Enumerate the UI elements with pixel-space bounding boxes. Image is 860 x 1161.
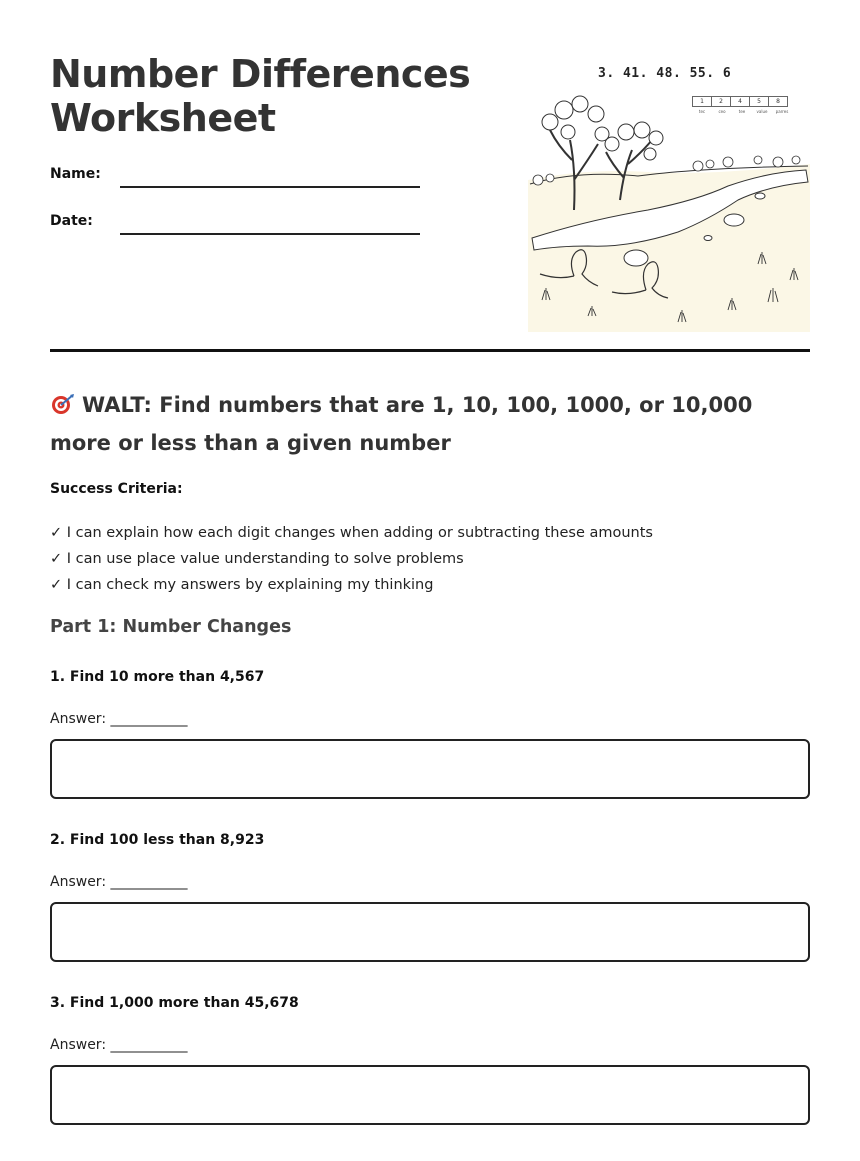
section-divider — [50, 349, 810, 352]
pv-label: ceo — [718, 109, 726, 114]
walt-text: WALT: Find numbers that are 1, 10, 100, 1000, or 10,000 more or less than a given number — [50, 393, 753, 455]
criteria-item: ✓ I can use place value understanding to solve problems — [50, 551, 464, 567]
question-text: 2. Find 100 less than 8,923 — [50, 832, 265, 848]
pv-cell: 8 — [769, 97, 788, 107]
question-text: 3. Find 1,000 more than 45,678 — [50, 995, 299, 1011]
walt-heading — [50, 386, 810, 462]
working-box[interactable] — [50, 739, 810, 799]
date-field[interactable] — [50, 213, 430, 237]
working-box[interactable] — [50, 902, 810, 962]
pv-label: value — [756, 109, 768, 114]
criteria-item: ✓ I can check my answers by explaining my thinking — [50, 577, 434, 593]
target-dart-icon — [50, 393, 76, 415]
answer-label: Answer: ___________ — [50, 1037, 188, 1053]
pv-cell: 4 — [731, 97, 750, 107]
success-criteria-heading: Success Criteria: — [50, 481, 183, 497]
pv-label: tee — [738, 109, 746, 114]
date-line[interactable] — [120, 233, 420, 235]
pv-label: tec — [698, 109, 706, 114]
landscape-drawing — [528, 60, 810, 332]
name-line[interactable] — [120, 186, 420, 188]
question-text: 1. Find 10 more than 4,567 — [50, 669, 265, 685]
answer-label: Answer: ___________ — [50, 874, 188, 890]
part-1-heading: Part 1: Number Changes — [50, 617, 292, 637]
working-box[interactable] — [50, 1065, 810, 1125]
worksheet-title: Number Differences Worksheet — [50, 52, 471, 140]
criteria-item: ✓ I can explain how each digit changes when adding or subtracting these amounts — [50, 525, 653, 541]
pv-cell: 1 — [693, 97, 712, 107]
success-criteria-list — [50, 520, 653, 598]
number-sequence: 3. 41. 48. 55. 6 — [598, 66, 732, 81]
name-label: Name: — [50, 166, 101, 182]
pv-cell: 2 — [712, 97, 731, 107]
pv-label: parres — [775, 109, 789, 114]
date-label: Date: — [50, 213, 93, 229]
answer-label: Answer: ___________ — [50, 711, 188, 727]
outback-illustration — [528, 60, 810, 332]
name-field[interactable] — [50, 166, 430, 190]
pv-cell: 5 — [750, 97, 769, 107]
